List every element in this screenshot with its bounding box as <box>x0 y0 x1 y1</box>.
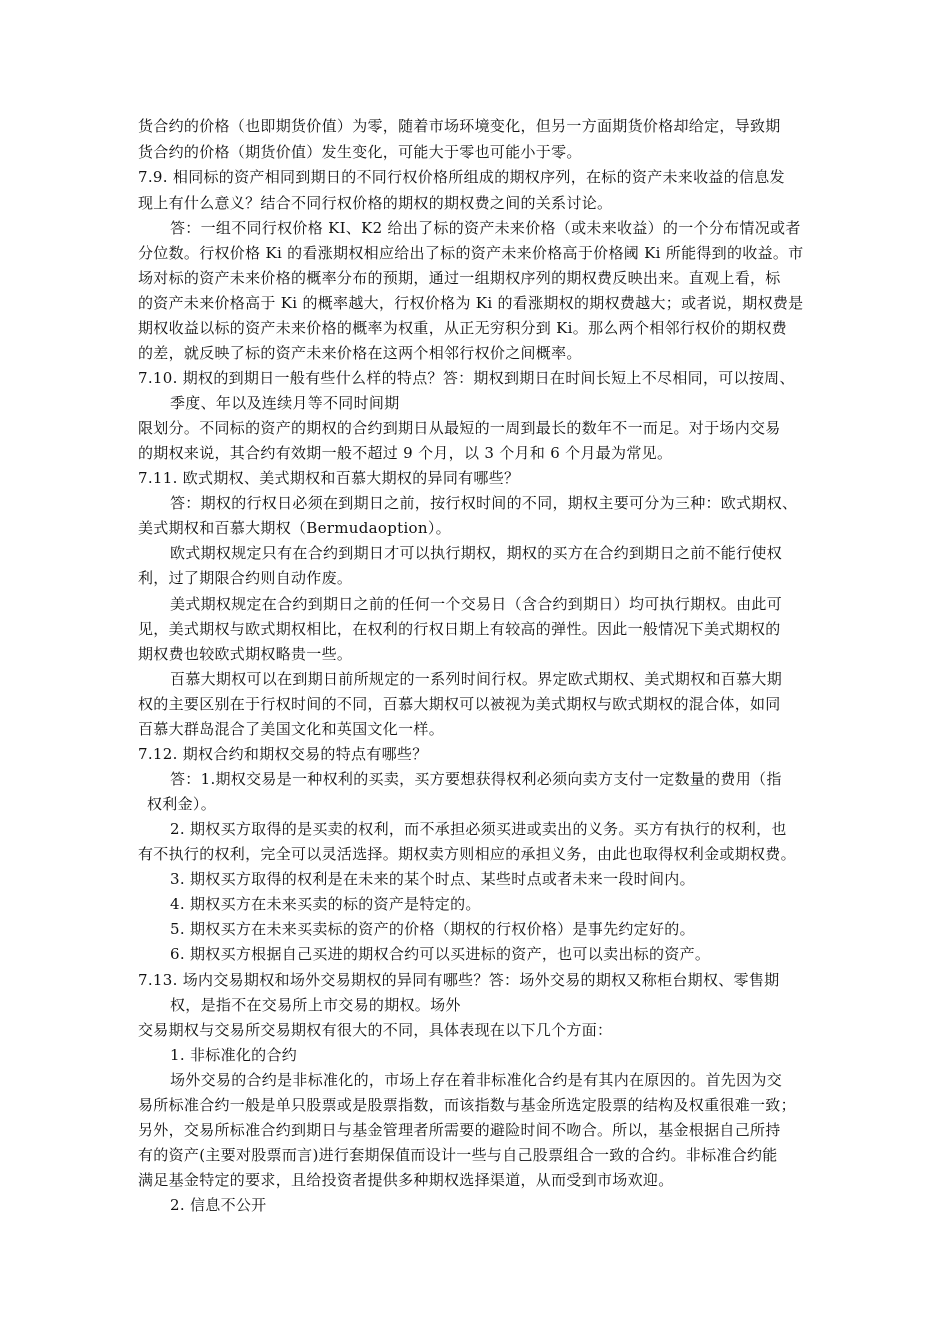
text-line: 2. 期权买方取得的是买卖的权利，而不承担必须买进或卖出的义务。买方有执行的权利，也 <box>170 820 787 838</box>
text-line: 4. 期权买方在未来买卖的标的资产是特定的。 <box>170 895 481 913</box>
text-line: 货合约的价格（也即期货价值）为零，随着市场环境变化，但另一方面期货价格却给定，导致期 <box>138 117 781 135</box>
text-line: 期权费也较欧式期权略贵一些。 <box>138 645 353 663</box>
text-line: 货合约的价格（期货价值）发生变化，可能大于零也可能小于零。 <box>138 143 582 161</box>
text-line: 利，过了期限合约则自动作废。 <box>138 569 353 587</box>
text-line: 满足基金特定的要求，且给投资者提供多种期权选择渠道，从而受到市场欢迎。 <box>138 1171 674 1189</box>
text-line: 权的主要区别在于行权时间的不同，百慕大期权可以被视为美式期权与欧式期权的混合体，如同 <box>138 695 781 713</box>
text-line: 见，美式期权与欧式期权相比，在权利的行权日期上有较高的弹性。因此一般情况下美式期权的 <box>138 620 781 638</box>
text-line: 欧式期权规定只有在合约到期日才可以执行期权，期权的买方在合约到期日之前不能行使权 <box>170 544 783 562</box>
text-line: 百慕大群岛混合了美国文化和英国文化一样。 <box>138 720 445 738</box>
text-line: 的差，就反映了标的资产未来价格在这两个相邻行权价之间概率。 <box>138 344 582 362</box>
text-line: 有不执行的权利，完全可以灵活选择。期权卖方则相应的承担义务，由此也取得权利金或期权费。 <box>138 845 796 863</box>
text-line: 场外交易的合约是非标准化的，市场上存在着非标准化合约是有其内在原因的。首先因为交 <box>170 1071 783 1089</box>
text-line: 场对标的资产未来价格的概率分布的预期，通过一组期权序列的期权费反映出来。直观上看，标 <box>138 269 781 287</box>
text-line: 的资产未来价格高于 Ki 的概率越大，行权价格为 Ki 的看涨期权的期权费越大；或者说，期权费是 <box>138 294 804 312</box>
text-line: 现上有什么意义？结合不同行权价格的期权的期权费之间的关系讨论。 <box>138 194 613 212</box>
text-line: 另外，交易所标准合约到期日与基金管理者所需要的避险时间不吻合。所以，基金根据自己所持 <box>138 1121 781 1139</box>
text-line: 6. 期权买方根据自己买进的期权合约可以买进标的资产，也可以卖出标的资产。 <box>170 945 711 963</box>
text-line: 季度、年以及连续月等不同时间期 <box>170 394 400 412</box>
text-line: 5. 期权买方在未来买卖标的资产的价格（期权的行权价格）是事先约定好的。 <box>170 920 695 938</box>
text-line: 易所标准合约一般是单只股票或是股票指数，而该指数与基金所选定股票的结构及权重很难一致； <box>138 1096 796 1114</box>
text-line: 期权收益以标的资产未来价格的概率为权重，从正无穷积分到 Ki。那么两个相邻行权价的期权费 <box>138 319 787 337</box>
text-line: 限划分。不同标的资产的期权的合约到期日从最短的一周到最长的数年不一而足。对于场内交易 <box>138 419 781 437</box>
text-line: 2. 信息不公开 <box>170 1196 267 1214</box>
text-line: 7.13. 场内交易期权和场外交易期权的异同有哪些？答：场外交易的期权又称柜台期权、零售期 <box>138 971 780 989</box>
text-line: 7.10. 期权的到期日一般有些什么样的特点？答：期权到期日在时间长短上不尽相同，可以按周、 <box>138 369 795 387</box>
text-line: 美式期权规定在合约到期日之前的任何一个交易日（含合约到期日）均可执行期权。由此可 <box>170 595 783 613</box>
text-line: 分位数。行权价格 Ki 的看涨期权相应给出了标的资产未来价格高于价格阈 Ki 所能得到的收益。市 <box>138 244 804 262</box>
text-line: 交易期权与交易所交易期权有很大的不同，具体表现在以下几个方面： <box>138 1021 613 1039</box>
text-line: 7.11. 欧式期权、美式期权和百慕大期权的异同有哪些？ <box>138 469 520 487</box>
text-line: 7.9. 相同标的资产相同到期日的不同行权价格所组成的期权序列，在标的资产未来收益的信息发 <box>138 168 785 186</box>
text-line: 答：一组不同行权价格 KI、K2 给出了标的资产未来价格（或未来收益）的一个分布情况或者 <box>170 219 801 237</box>
text-line: 的期权来说，其合约有效期一般不超过 9 个月，以 3 个月和 6 个月最为常见。 <box>138 444 673 462</box>
text-line: 答：期权的行权日必须在到期日之前，按行权时间的不同，期权主要可分为三种：欧式期权、 <box>170 494 798 512</box>
text-line: 权利金）。 <box>147 795 217 813</box>
text-line: 答：1.期权交易是一种权利的买卖，买方要想获得权利必须向卖方支付一定数量的费用（指 <box>170 770 782 788</box>
text-line: 3. 期权买方取得的权利是在未来的某个时点、某些时点或者未来一段时间内。 <box>170 870 695 888</box>
text-line: 美式期权和百慕大期权（Bermudaoption）。 <box>138 519 451 537</box>
text-line: 百慕大期权可以在到期日前所规定的一系列时间行权。界定欧式期权、美式期权和百慕大期 <box>170 670 783 688</box>
text-line: 7.12. 期权合约和期权交易的特点有哪些？ <box>138 745 428 763</box>
text-line: 权，是指不在交易所上市交易的期权。场外 <box>170 996 461 1014</box>
text-line: 1. 非标准化的合约 <box>170 1046 298 1064</box>
text-line: 有的资产(主要对股票而言)进行套期保值而设计一些与自己股票组合一致的合约。非标准合约能 <box>138 1146 778 1164</box>
